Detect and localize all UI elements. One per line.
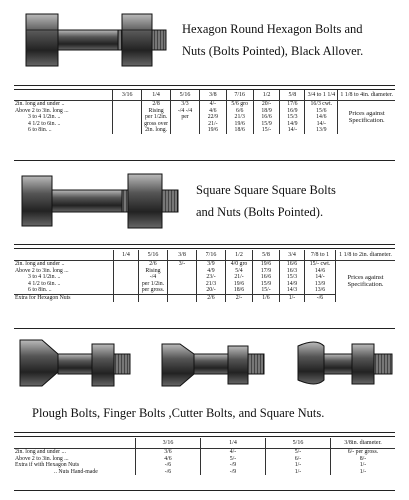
cell-value: -/6 bbox=[136, 469, 201, 476]
header-cell bbox=[14, 90, 113, 101]
table-row bbox=[14, 101, 395, 108]
cell-value: 15/9 bbox=[253, 281, 280, 288]
header-cell: 1 1/8 to 2in. diameter. bbox=[336, 250, 396, 261]
row-leader-dots: ... bbox=[61, 449, 66, 455]
cell-value: 3/- bbox=[168, 261, 197, 268]
row-leader-dots: .. bbox=[54, 468, 57, 475]
cell-value: 15/3 bbox=[280, 274, 305, 281]
header-cell: 3/8in. diameter. bbox=[331, 438, 396, 449]
cell-value: 5/6 gro bbox=[226, 101, 253, 108]
cell-value: 2in. long. bbox=[142, 127, 171, 134]
row-label: Extra for Hexagon Nuts bbox=[15, 294, 71, 301]
cell-value: 13/9 bbox=[305, 281, 336, 288]
section2-title-line1: Square Square Square Bolts bbox=[196, 183, 336, 197]
cell-value: 2/6 bbox=[139, 261, 168, 268]
cell-value: 14/- bbox=[280, 127, 305, 134]
cell-value: 18/6 bbox=[226, 287, 253, 294]
cell-value: -/9 bbox=[201, 462, 266, 469]
cell-value: 14/- bbox=[305, 274, 336, 281]
cell-value: 21/- bbox=[226, 274, 253, 281]
cell-value: 2/- bbox=[226, 294, 253, 301]
cell-value: Rising bbox=[142, 108, 171, 115]
header-cell: 3/4 to 1 1/4 bbox=[305, 90, 338, 101]
cell-value: 20/- bbox=[197, 287, 226, 294]
header-cell: 5/16 bbox=[139, 250, 168, 261]
header-cell: 7/8 to 1 bbox=[305, 250, 336, 261]
cell-value: 21/3 bbox=[197, 281, 226, 288]
cell-value: 21/3 bbox=[226, 114, 253, 121]
header-cell: 3/4 bbox=[280, 250, 305, 261]
cell-value: 13/9 bbox=[305, 127, 338, 134]
cell-value: 4/6 bbox=[136, 456, 201, 463]
cell-value: 21/- bbox=[199, 121, 226, 128]
table-row bbox=[14, 469, 395, 476]
table-row bbox=[14, 462, 395, 469]
section1-title-line2: Nuts (Bolts Pointed), Black Allover. bbox=[182, 44, 364, 58]
cell-value: -/4 -/4 bbox=[171, 108, 200, 115]
row-leader-dots: .. bbox=[61, 261, 65, 267]
cell-value: -/4 bbox=[139, 274, 168, 281]
cell-value: 18/6 bbox=[226, 127, 253, 134]
cell-value: 4/- bbox=[201, 449, 266, 456]
cell-value bbox=[171, 121, 200, 128]
section1-title-line1: Hexagon Round Hexagon Bolts and bbox=[182, 22, 363, 36]
cell-value: 4/- bbox=[199, 101, 226, 108]
cell-value: 16/6 bbox=[253, 114, 280, 121]
table-header-row bbox=[14, 250, 395, 261]
row-label: 4 1/2 to 6in. bbox=[28, 120, 57, 127]
row-leader-dots: .. bbox=[61, 101, 65, 107]
header-cell bbox=[14, 250, 114, 261]
square-bolt-illustration bbox=[18, 170, 183, 232]
cell-value: gross over bbox=[142, 121, 171, 128]
cell-value: 19/6 bbox=[199, 127, 226, 134]
table-row bbox=[14, 449, 395, 456]
cell-value: 8/- bbox=[331, 456, 396, 463]
section1-bottom-rule bbox=[14, 160, 395, 161]
header-cell: 3/8 bbox=[199, 90, 226, 101]
cell-value: 15/3 bbox=[280, 114, 305, 121]
cell-value: 1/- bbox=[266, 469, 331, 476]
cell-value: 14/9 bbox=[280, 121, 305, 128]
cell-value: 14/6 bbox=[305, 268, 336, 275]
header-cell: 1/4 bbox=[114, 250, 139, 261]
cell-value: 19/6 bbox=[226, 281, 253, 288]
plough-bolt-illustration bbox=[16, 336, 136, 394]
cell-value: 1/6 bbox=[253, 294, 280, 301]
table-header-row bbox=[14, 438, 395, 449]
row-leader-dots: ... bbox=[64, 267, 69, 274]
cell-value: 4/0 gro bbox=[226, 261, 253, 268]
cell-value: 5/- bbox=[201, 456, 266, 463]
cell-value: 15/- cwt. bbox=[305, 261, 336, 268]
cell-value: per gross. bbox=[139, 287, 168, 294]
cell-value: 6/- per gross. bbox=[331, 449, 396, 456]
section1-title bbox=[182, 20, 363, 60]
cell-value bbox=[168, 268, 197, 275]
cell-value: 5/- bbox=[266, 449, 331, 456]
cell-value: 19/6 bbox=[226, 121, 253, 128]
header-cell bbox=[14, 438, 136, 449]
row-label: Extra if with Hexagon Nuts bbox=[15, 462, 80, 469]
cell-value: 1/- bbox=[280, 294, 305, 301]
cell-value: -/6 bbox=[305, 294, 336, 301]
cell-value: 14/9 bbox=[280, 281, 305, 288]
cell-value: -/9 bbox=[201, 469, 266, 476]
row-label: Above 2 to 3in. long bbox=[15, 107, 63, 114]
section3-title: Plough Bolts, Finger Bolts ,Cutter Bolts, and Square Nuts. bbox=[32, 406, 325, 420]
row-label: Nuts Hand-made bbox=[58, 468, 98, 475]
table-header-row bbox=[14, 90, 395, 101]
header-cell: 1 1/8 to 4in. diameter. bbox=[338, 90, 395, 101]
header-cell: 5/16 bbox=[266, 438, 331, 449]
cell-value: 2/8 bbox=[142, 101, 171, 108]
cell-value: 5/4 bbox=[226, 268, 253, 275]
section3-price-table bbox=[14, 438, 395, 475]
cell-value: 1/- bbox=[331, 469, 396, 476]
cell-value: 14/3 bbox=[280, 287, 305, 294]
row-label: 3 to 4 1/2in. bbox=[28, 114, 57, 121]
cell-value: 15/6 bbox=[305, 108, 338, 115]
cell-value: per bbox=[171, 114, 200, 121]
row-label: 2in. long and under bbox=[15, 449, 61, 455]
cell-value: 15/9 bbox=[253, 121, 280, 128]
row-label: Above 2 to 3in. long bbox=[15, 267, 63, 274]
cell-value: 20/- bbox=[253, 101, 280, 108]
finger-bolt-illustration bbox=[158, 340, 270, 390]
cell-value: 4/9 bbox=[197, 268, 226, 275]
cell-value: per 1/2in. bbox=[142, 114, 171, 121]
section2-title bbox=[196, 181, 336, 221]
row-leader-dots: ... bbox=[64, 455, 69, 462]
cell-value bbox=[139, 294, 168, 301]
header-cell: 3/8 bbox=[168, 250, 197, 261]
cell-value: 1/- bbox=[331, 462, 396, 469]
cell-value: 16/3 bbox=[280, 268, 305, 275]
row-label: 2in. long and under bbox=[15, 261, 61, 267]
cell-value bbox=[168, 281, 197, 288]
row-label: 6 to 8in. bbox=[28, 127, 48, 134]
header-cell: 7/16 bbox=[226, 90, 253, 101]
header-cell: 1/4 bbox=[201, 438, 266, 449]
cell-value: 16/6 bbox=[280, 261, 305, 268]
row-label: 6 to 8in. bbox=[28, 287, 48, 294]
cell-value: 3/6 bbox=[136, 449, 201, 456]
section2-note: Prices against Specification. bbox=[336, 261, 396, 302]
header-cell: 5/8 bbox=[280, 90, 305, 101]
row-leader-dots: .. bbox=[57, 120, 61, 127]
header-cell: 1/2 bbox=[253, 90, 280, 101]
row-label: 2in. long and under bbox=[15, 101, 61, 107]
cell-value: 15/- bbox=[253, 287, 280, 294]
cell-value: 17/9 bbox=[253, 268, 280, 275]
header-cell: 3/16 bbox=[113, 90, 142, 101]
row-leader-dots: .. bbox=[57, 114, 61, 121]
cell-value: 6/- bbox=[266, 456, 331, 463]
row-leader-dots: .. bbox=[48, 287, 52, 294]
cell-value: 17/6 bbox=[280, 101, 305, 108]
section2-title-line2: and Nuts (Bolts Pointed). bbox=[196, 205, 324, 219]
cell-value: 6/6 bbox=[226, 108, 253, 115]
cell-value: 14/6 bbox=[305, 114, 338, 121]
cell-value: 1/- bbox=[266, 462, 331, 469]
cell-value bbox=[168, 294, 197, 301]
header-cell: 5/8 bbox=[253, 250, 280, 261]
cell-value: 18/9 bbox=[253, 108, 280, 115]
cell-value: 16/9 bbox=[280, 108, 305, 115]
header-cell: 7/16 bbox=[197, 250, 226, 261]
cell-value: 14/- bbox=[305, 121, 338, 128]
row-label: 4 1/2 to 6in. bbox=[28, 280, 57, 287]
header-cell: 3/16 bbox=[136, 438, 201, 449]
cell-value bbox=[168, 287, 197, 294]
section3-bottom-rule bbox=[14, 490, 395, 491]
section2-top-rule bbox=[14, 244, 395, 249]
header-cell: 1/4 bbox=[142, 90, 171, 101]
section2-bottom-rule bbox=[14, 328, 395, 329]
cell-value: 4/6 bbox=[199, 108, 226, 115]
table-row bbox=[14, 261, 395, 268]
row-leader-dots: .. bbox=[48, 127, 52, 134]
cell-value bbox=[168, 274, 197, 281]
cell-value: 23/- bbox=[197, 274, 226, 281]
cell-value: 13/6 bbox=[305, 287, 336, 294]
section2-price-table bbox=[14, 250, 395, 302]
cell-value: per 1/2in. bbox=[139, 281, 168, 288]
section3-top-rule bbox=[14, 432, 395, 437]
row-label: Above 2 to 3in. long bbox=[15, 455, 63, 462]
header-cell: 1/2 bbox=[226, 250, 253, 261]
cutter-bolt-illustration bbox=[294, 338, 398, 390]
cell-value bbox=[171, 127, 200, 134]
row-leader-dots: ... bbox=[64, 107, 69, 114]
cell-value: -/6 bbox=[136, 462, 201, 469]
cell-value: 3/9 bbox=[197, 261, 226, 268]
header-cell: 5/16 bbox=[171, 90, 200, 101]
hexagon-bolt-illustration bbox=[22, 10, 172, 72]
cell-value: 16/3 cwt. bbox=[305, 101, 338, 108]
row-label: 3 to 4 1/2in. bbox=[28, 274, 57, 281]
section1-note: Prices against Specification. bbox=[338, 101, 395, 134]
cell-value: 22/9 bbox=[199, 114, 226, 121]
cell-value: 2/6 bbox=[197, 294, 226, 301]
cell-value: 16/6 bbox=[253, 274, 280, 281]
row-leader-dots: .. bbox=[57, 280, 61, 287]
cell-value: 19/6 bbox=[253, 261, 280, 268]
cell-value: Rising bbox=[139, 268, 168, 275]
cell-value: 3/3 bbox=[171, 101, 200, 108]
section1-price-table bbox=[14, 90, 395, 134]
cell-value: 15/- bbox=[253, 127, 280, 134]
row-leader-dots: .. bbox=[57, 274, 61, 281]
